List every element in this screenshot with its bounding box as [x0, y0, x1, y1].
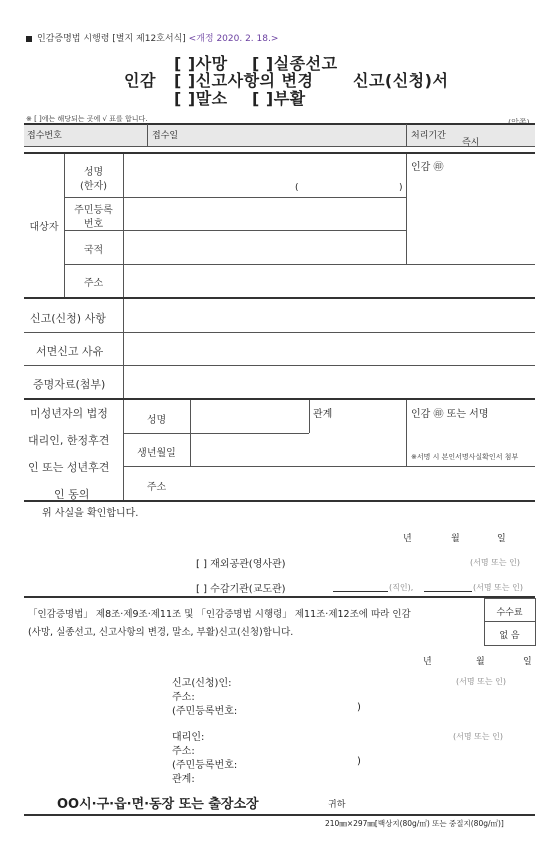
consulate-option: [ ] 재외공관(영사관) — [196, 559, 286, 570]
title-option-change: [ ]신고사항의 변경 — [174, 71, 314, 90]
confirm-year: 년 — [403, 534, 412, 544]
guardian-dob-label: 생년월일 — [137, 448, 176, 459]
prison-option: [ ] 수감기관(교도관) — [196, 584, 286, 595]
title-suffix: 신고(신청)서 — [353, 71, 449, 90]
guardian-label-line4: 인 동의 — [54, 488, 90, 501]
hanja-paren-close: ) — [399, 183, 403, 193]
form-ref-text: 인감증명법 시행령 [별지 제12호서식] — [37, 34, 186, 44]
agent-rrn-close: ) — [357, 756, 361, 767]
guardian-label-line3: 인 또는 성년후견 — [28, 461, 110, 474]
title-prefix: 인감 — [124, 71, 156, 90]
receipt-date-label: 접수일 — [152, 131, 179, 141]
applicant-day: 일 — [523, 657, 532, 667]
confirm-month: 월 — [451, 534, 460, 544]
reporter-address-label: 주소: — [172, 692, 195, 703]
reporter-rrn-close: ) — [357, 702, 361, 713]
subject-address-label: 주소 — [83, 278, 104, 289]
guardian-relation-label: 관계 — [313, 409, 333, 420]
subject-seal-label: 인감 ㊞ — [411, 162, 444, 173]
agent-relation-label: 관계: — [172, 774, 195, 785]
subject-nationality-label: 국적 — [83, 245, 104, 256]
reporter-sign: (서명 또는 인) — [456, 677, 506, 686]
agent-address-label: 주소: — [172, 746, 195, 757]
guardian-label-line1: 미성년자의 법정 — [30, 407, 108, 420]
form-reference — [26, 31, 278, 44]
revision-date: <개정 2020. 2. 18.> — [188, 34, 279, 44]
subject-name-hanja: (한자) — [79, 181, 108, 192]
written-reason-label: 서면신고 사유 — [36, 345, 104, 358]
reporter-label: 신고(신청)인: — [172, 678, 232, 689]
check-note: ※ [ ]에는 해당되는 곳에 √ 표를 합니다. — [26, 115, 148, 123]
fee-label: 수수료 — [496, 608, 523, 618]
legal-line-2: (사망, 실종선고, 신고사항의 변경, 말소, 부활)신고(신청)합니다. — [28, 627, 294, 638]
report-items-label: 신고(신청) 사항 — [30, 312, 106, 325]
prison-position-label: (직인), — [389, 583, 414, 592]
guardian-seal-label: 인감 ㊞ 또는 서명 — [411, 409, 489, 420]
agent-sign: (서명 또는 인) — [453, 732, 503, 741]
fee-value: 없 음 — [499, 631, 520, 641]
title-option-missing: [ ]실종선고 — [252, 54, 338, 73]
recipient-office: OO시·구·읍·면·동장 또는 출장소장 — [57, 797, 259, 812]
hanja-paren-open: ( — [295, 183, 299, 193]
processing-period-label: 처리기간 — [411, 131, 446, 141]
square-bullet-icon — [26, 36, 32, 42]
processing-period-value: 즉시 — [462, 138, 480, 148]
subject-name-label: 성명 — [83, 167, 104, 178]
title-option-death: [ ]사망 — [174, 54, 228, 73]
reporter-rrn-label: (주민등록번호: — [172, 706, 238, 717]
agent-rrn-label: (주민등록번호: — [172, 760, 238, 771]
prison-sign: (서명 또는 인) — [473, 583, 523, 592]
agent-label: 대리인: — [172, 732, 205, 743]
subject-rrn-label-2: 번호 — [83, 219, 104, 230]
confirm-statement: 위 사실을 확인합니다. — [42, 508, 139, 519]
legal-line-1: 「인감증명법」 제8조·제9조·제11조 및 「인감증명법 시행령」 제11조·제12조에 따라 인감 — [28, 609, 411, 620]
guardian-name-label: 성명 — [146, 415, 167, 426]
guardian-address-label: 주소 — [146, 482, 167, 493]
subject-rrn-label-1: 주민등록 — [74, 205, 113, 216]
guardian-sign-note: ※서명 시 본인서명사실확인서 첨부 — [411, 453, 519, 461]
title-option-restore: [ ]부활 — [252, 89, 306, 108]
receipt-number-label: 접수번호 — [27, 131, 62, 141]
paper-spec: 210㎜×297㎜[백상지(80g/㎡) 또는 중질지(80g/㎡)] — [325, 819, 504, 828]
consulate-sign: (서명 또는 인) — [470, 558, 520, 567]
evidence-label: 증명자료(첨부) — [33, 378, 106, 391]
receipt-row — [24, 124, 535, 146]
guardian-label-line2: 대리인, 한정후견 — [28, 434, 110, 447]
applicant-year: 년 — [423, 657, 432, 667]
subject-group-label: 대상자 — [29, 222, 59, 233]
title-option-cancel: [ ]말소 — [174, 89, 228, 108]
confirm-day: 일 — [497, 534, 506, 544]
recipient-honorific: 귀하 — [328, 800, 346, 810]
applicant-month: 월 — [476, 657, 485, 667]
